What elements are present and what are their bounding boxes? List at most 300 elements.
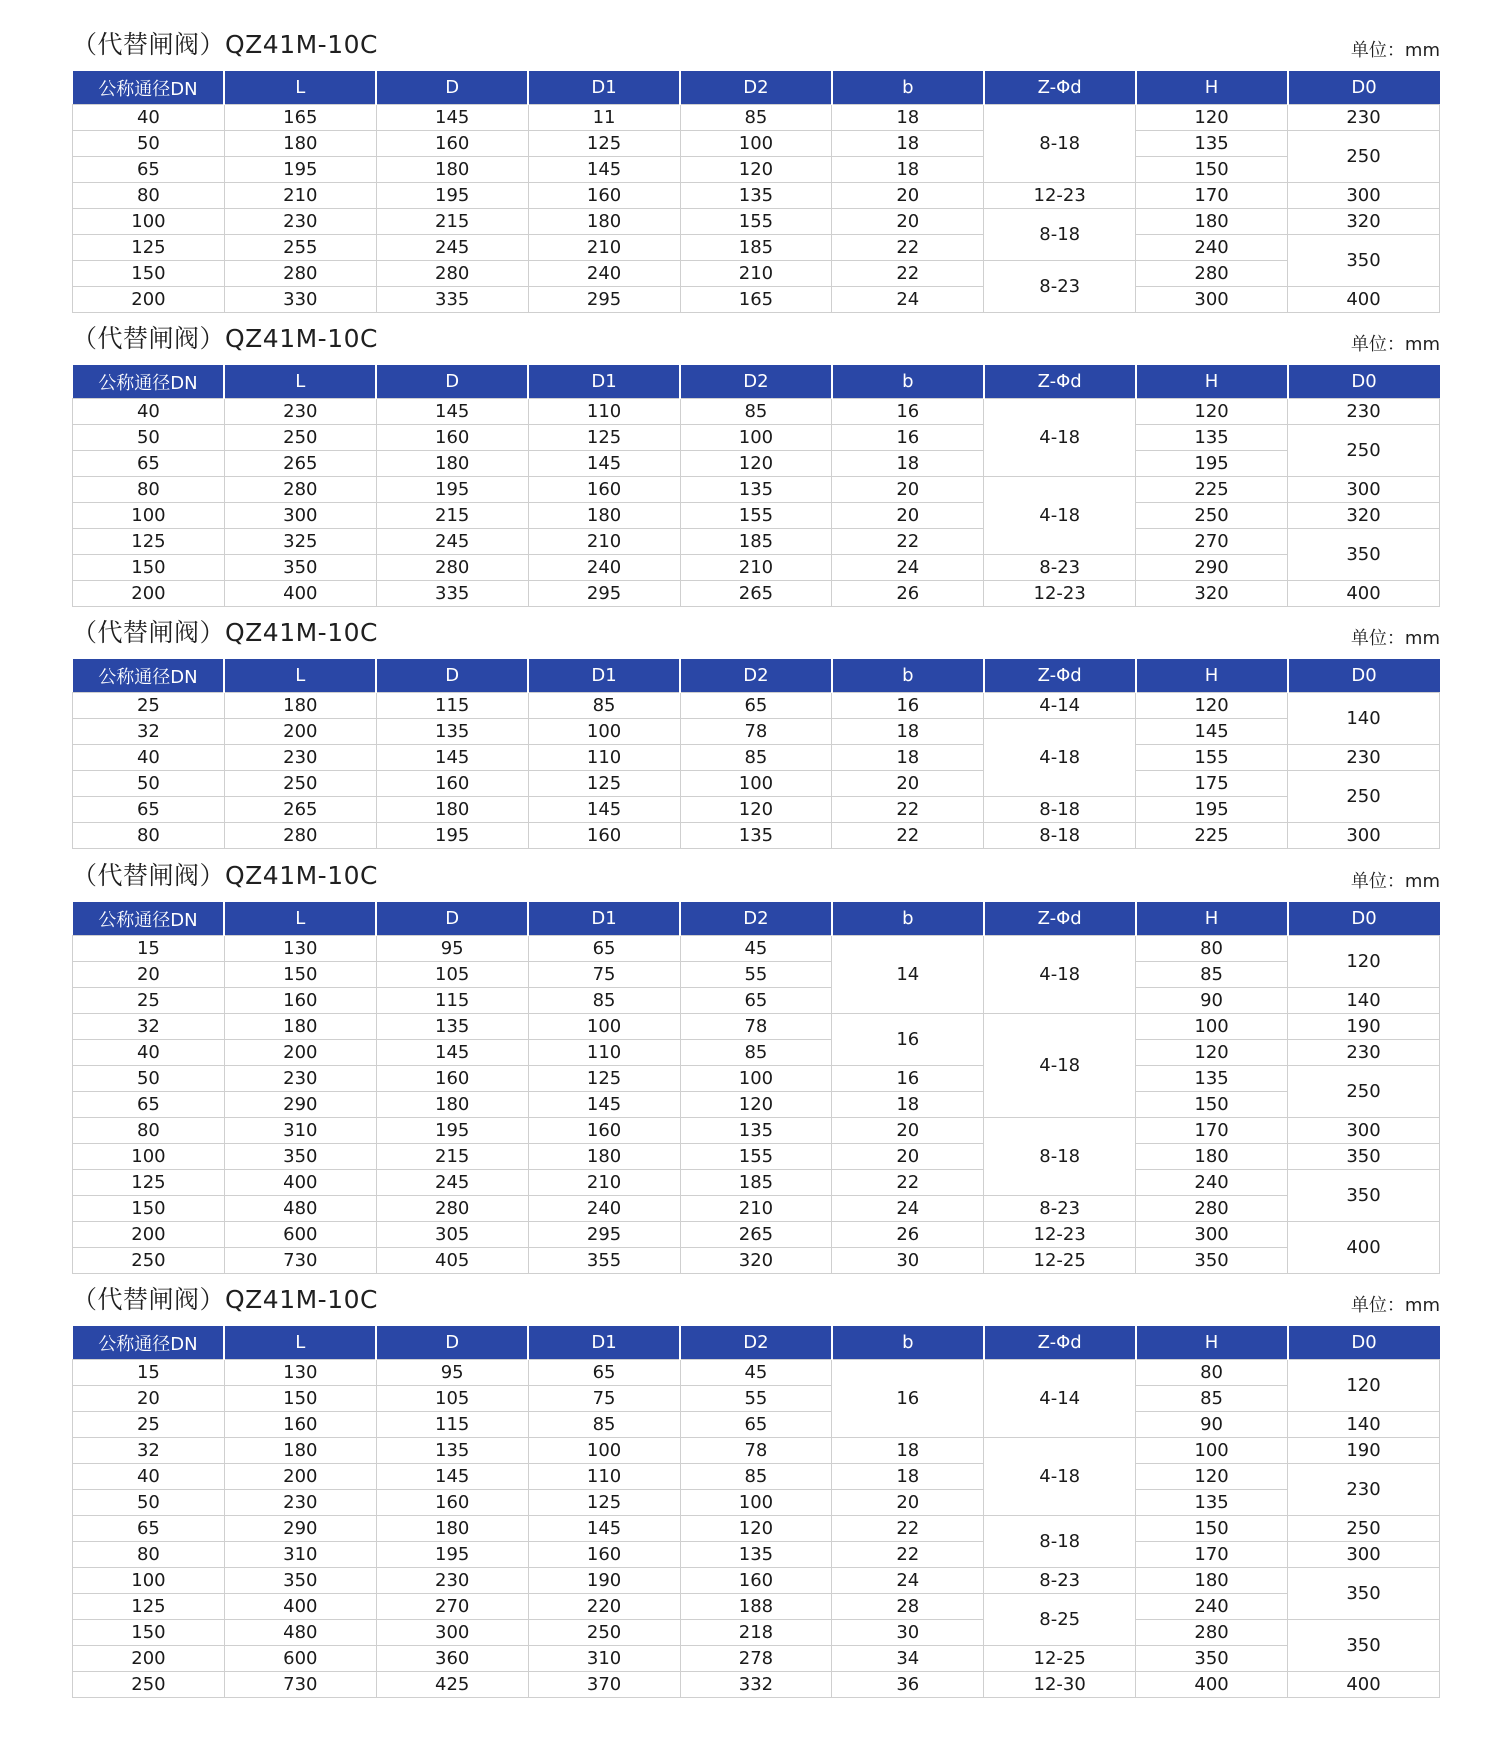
table-cell: 180 <box>528 1144 680 1170</box>
column-header: 公称通径DN <box>73 902 225 936</box>
table-cell: 250 <box>528 1620 680 1646</box>
column-header: D <box>376 1326 528 1360</box>
table-cell: 115 <box>376 693 528 719</box>
table-row <box>73 1620 1440 1646</box>
table-cell: 4-14 <box>984 693 1136 719</box>
table-cell: 320 <box>680 1248 832 1274</box>
column-header: b <box>832 365 984 399</box>
table-cell: 40 <box>73 105 225 131</box>
column-header: D0 <box>1288 902 1440 936</box>
table-cell: 85 <box>528 1412 680 1438</box>
table-cell: 240 <box>1136 1594 1288 1620</box>
table-cell: 155 <box>1136 745 1288 771</box>
table-cell: 50 <box>73 771 225 797</box>
table-cell: 240 <box>1136 1170 1288 1196</box>
table-row <box>73 1196 1440 1222</box>
table-cell: 200 <box>73 1222 225 1248</box>
table-cell: 270 <box>376 1594 528 1620</box>
table-cell: 24 <box>832 1196 984 1222</box>
table-row <box>73 1516 1440 1542</box>
table-cell: 85 <box>1136 1386 1288 1412</box>
table-cell: 405 <box>376 1248 528 1274</box>
table-cell: 4-18 <box>984 936 1136 1014</box>
column-header: b <box>832 902 984 936</box>
table-cell: 20 <box>832 1144 984 1170</box>
table-cell: 140 <box>1288 988 1440 1014</box>
section-header <box>72 28 1440 66</box>
table-cell: 12-23 <box>984 1222 1136 1248</box>
table-cell: 20 <box>832 503 984 529</box>
table-cell: 250 <box>1136 503 1288 529</box>
table-cell: 300 <box>1288 1118 1440 1144</box>
table-cell: 125 <box>528 131 680 157</box>
table-cell: 125 <box>528 1066 680 1092</box>
table-cell: 335 <box>376 581 528 607</box>
table-cell: 16 <box>832 693 984 719</box>
table-cell: 22 <box>832 261 984 287</box>
table-cell: 300 <box>1288 183 1440 209</box>
table-cell: 40 <box>73 745 225 771</box>
table-cell: 400 <box>1136 1672 1288 1698</box>
table-cell: 160 <box>224 988 376 1014</box>
table-cell: 55 <box>680 962 832 988</box>
table-cell: 140 <box>1288 1412 1440 1438</box>
table-cell: 188 <box>680 1594 832 1620</box>
table-cell: 100 <box>73 1144 225 1170</box>
table-row <box>73 988 1440 1014</box>
table-cell: 165 <box>680 287 832 313</box>
table-cell: 16 <box>832 399 984 425</box>
table-cell: 100 <box>73 1568 225 1594</box>
table-cell: 125 <box>73 1170 225 1196</box>
column-header: H <box>1136 902 1288 936</box>
table-cell: 265 <box>680 581 832 607</box>
section-title: （代替闸阀）QZ41M-10C <box>72 1285 378 1314</box>
table-cell: 30 <box>832 1248 984 1274</box>
table-cell: 65 <box>73 157 225 183</box>
table-cell: 120 <box>680 1092 832 1118</box>
table-cell: 180 <box>376 1092 528 1118</box>
table-cell: 180 <box>224 693 376 719</box>
table-cell: 195 <box>224 157 376 183</box>
table-cell: 200 <box>224 1464 376 1490</box>
column-header: H <box>1136 71 1288 105</box>
table-cell: 280 <box>224 261 376 287</box>
table-cell: 180 <box>1136 1568 1288 1594</box>
table-cell: 332 <box>680 1672 832 1698</box>
table-cell: 335 <box>376 287 528 313</box>
table-cell: 160 <box>376 1490 528 1516</box>
table-cell: 85 <box>1136 962 1288 988</box>
column-header: D1 <box>528 1326 680 1360</box>
table-cell: 245 <box>376 529 528 555</box>
table-cell: 135 <box>1136 425 1288 451</box>
table-cell: 90 <box>1136 988 1288 1014</box>
table-cell: 155 <box>680 503 832 529</box>
table-cell: 200 <box>73 581 225 607</box>
table-cell: 280 <box>1136 1196 1288 1222</box>
table-cell: 18 <box>832 131 984 157</box>
table-cell: 135 <box>1136 1490 1288 1516</box>
spec-section-5 <box>72 1283 1440 1695</box>
table-cell: 125 <box>73 1594 225 1620</box>
table-cell: 50 <box>73 425 225 451</box>
table-cell: 15 <box>73 1360 225 1386</box>
table-cell: 160 <box>376 131 528 157</box>
table-cell: 150 <box>224 962 376 988</box>
table-cell: 180 <box>376 157 528 183</box>
table-cell: 280 <box>224 823 376 849</box>
table-cell: 4-18 <box>984 477 1136 555</box>
table-cell: 20 <box>832 1118 984 1144</box>
column-header: H <box>1136 659 1288 693</box>
column-header: D1 <box>528 71 680 105</box>
table-row <box>73 131 1440 157</box>
table-cell: 24 <box>832 287 984 313</box>
table-cell: 135 <box>376 719 528 745</box>
table-cell: 4-14 <box>984 1360 1136 1438</box>
table-cell: 250 <box>1288 1516 1440 1542</box>
table-cell: 100 <box>1136 1014 1288 1040</box>
table-cell: 8-18 <box>984 1118 1136 1196</box>
table-cell: 40 <box>73 1040 225 1066</box>
table-cell: 250 <box>224 425 376 451</box>
table-cell: 155 <box>680 209 832 235</box>
table-cell: 110 <box>528 1464 680 1490</box>
table-cell: 250 <box>73 1672 225 1698</box>
table-cell: 245 <box>376 235 528 261</box>
column-header: D0 <box>1288 71 1440 105</box>
table-cell: 12-25 <box>984 1248 1136 1274</box>
spec-section-2 <box>72 322 1440 604</box>
table-cell: 150 <box>73 1620 225 1646</box>
table-cell: 290 <box>224 1092 376 1118</box>
spec-section-4 <box>72 859 1440 1271</box>
table-cell: 230 <box>1288 745 1440 771</box>
table-row <box>73 1490 1440 1516</box>
column-header: Z-Φd <box>984 902 1136 936</box>
section-title: （代替闸阀）QZ41M-10C <box>72 861 378 890</box>
table-cell: 165 <box>224 105 376 131</box>
table-cell: 350 <box>1288 1568 1440 1620</box>
section-header <box>72 322 1440 360</box>
table-row <box>73 1092 1440 1118</box>
column-header: Z-Φd <box>984 365 1136 399</box>
table-cell: 80 <box>1136 936 1288 962</box>
table-cell: 11 <box>528 105 680 131</box>
table-cell: 120 <box>680 1516 832 1542</box>
table-cell: 400 <box>224 1170 376 1196</box>
table-cell: 325 <box>224 529 376 555</box>
table-cell: 85 <box>680 399 832 425</box>
table-cell: 30 <box>832 1620 984 1646</box>
table-cell: 120 <box>1136 1464 1288 1490</box>
table-cell: 150 <box>1136 1092 1288 1118</box>
table-cell: 300 <box>1136 287 1288 313</box>
table-cell: 195 <box>376 823 528 849</box>
table-cell: 195 <box>376 1542 528 1568</box>
table-cell: 115 <box>376 988 528 1014</box>
table-cell: 210 <box>680 261 832 287</box>
table-cell: 85 <box>680 1464 832 1490</box>
table-cell: 195 <box>376 1118 528 1144</box>
column-header: D <box>376 365 528 399</box>
table-cell: 250 <box>224 771 376 797</box>
table-cell: 425 <box>376 1672 528 1698</box>
table-cell: 18 <box>832 745 984 771</box>
table-cell: 480 <box>224 1196 376 1222</box>
table-cell: 280 <box>224 477 376 503</box>
table-cell: 145 <box>528 157 680 183</box>
table-cell: 24 <box>832 1568 984 1594</box>
table-cell: 160 <box>528 1542 680 1568</box>
column-header: D2 <box>680 71 832 105</box>
column-header: D2 <box>680 902 832 936</box>
table-cell: 350 <box>224 1144 376 1170</box>
table-row <box>73 1542 1440 1568</box>
table-cell: 8-18 <box>984 105 1136 183</box>
table-cell: 155 <box>680 1144 832 1170</box>
table-cell: 100 <box>528 1438 680 1464</box>
section-header <box>72 1283 1440 1321</box>
table-cell: 18 <box>832 105 984 131</box>
table-cell: 125 <box>73 529 225 555</box>
table-cell: 230 <box>224 209 376 235</box>
table-cell: 120 <box>1136 105 1288 131</box>
column-header: 公称通径DN <box>73 659 225 693</box>
column-header: Z-Φd <box>984 659 1136 693</box>
table-cell: 160 <box>376 425 528 451</box>
table-cell: 125 <box>73 235 225 261</box>
table-row <box>73 823 1440 849</box>
table-cell: 50 <box>73 1490 225 1516</box>
table-cell: 350 <box>1288 1620 1440 1672</box>
header-row <box>73 902 1440 936</box>
table-row <box>73 1248 1440 1274</box>
table-cell: 135 <box>680 1542 832 1568</box>
table-cell: 80 <box>73 477 225 503</box>
table-cell: 295 <box>528 581 680 607</box>
table-cell: 135 <box>376 1014 528 1040</box>
table-cell: 160 <box>680 1568 832 1594</box>
table-cell: 600 <box>224 1222 376 1248</box>
table-cell: 210 <box>680 555 832 581</box>
table-cell: 8-23 <box>984 261 1136 313</box>
spec-table <box>72 71 1440 313</box>
table-cell: 300 <box>1136 1222 1288 1248</box>
header-row <box>73 659 1440 693</box>
table-cell: 280 <box>376 1196 528 1222</box>
table-row <box>73 719 1440 745</box>
table-cell: 300 <box>1288 477 1440 503</box>
table-cell: 240 <box>528 261 680 287</box>
table-cell: 400 <box>224 1594 376 1620</box>
table-cell: 180 <box>376 797 528 823</box>
table-cell: 15 <box>73 936 225 962</box>
table-cell: 210 <box>528 529 680 555</box>
table-row <box>73 1412 1440 1438</box>
table-cell: 16 <box>832 1014 984 1066</box>
column-header: Z-Φd <box>984 71 1136 105</box>
table-row <box>73 962 1440 988</box>
table-cell: 18 <box>832 1438 984 1464</box>
table-cell: 265 <box>224 797 376 823</box>
table-cell: 50 <box>73 1066 225 1092</box>
table-cell: 145 <box>376 399 528 425</box>
table-cell: 190 <box>1288 1438 1440 1464</box>
table-row <box>73 1014 1440 1040</box>
table-row <box>73 425 1440 451</box>
table-cell: 145 <box>376 1040 528 1066</box>
table-cell: 8-25 <box>984 1594 1136 1646</box>
table-cell: 22 <box>832 235 984 261</box>
table-cell: 25 <box>73 988 225 1014</box>
table-cell: 25 <box>73 1412 225 1438</box>
table-cell: 180 <box>376 451 528 477</box>
table-cell: 230 <box>224 745 376 771</box>
table-cell: 18 <box>832 719 984 745</box>
table-cell: 120 <box>1288 1360 1440 1412</box>
table-cell: 295 <box>528 1222 680 1248</box>
table-row <box>73 157 1440 183</box>
spec-table <box>72 365 1440 607</box>
table-cell: 225 <box>1136 477 1288 503</box>
table-cell: 80 <box>73 823 225 849</box>
table-cell: 280 <box>1136 261 1288 287</box>
unit-label: 单位：mm <box>1350 334 1440 355</box>
table-cell: 400 <box>1288 1222 1440 1274</box>
table-row <box>73 1438 1440 1464</box>
table-cell: 245 <box>376 1170 528 1196</box>
table-row <box>73 183 1440 209</box>
table-cell: 50 <box>73 131 225 157</box>
table-cell: 80 <box>73 183 225 209</box>
section-title: （代替闸阀）QZ41M-10C <box>72 324 378 353</box>
table-cell: 8-23 <box>984 1196 1136 1222</box>
table-cell: 100 <box>680 1066 832 1092</box>
table-cell: 135 <box>1136 1066 1288 1092</box>
table-cell: 120 <box>1288 936 1440 988</box>
table-cell: 730 <box>224 1248 376 1274</box>
table-cell: 150 <box>1136 1516 1288 1542</box>
table-cell: 210 <box>680 1196 832 1222</box>
table-cell: 160 <box>528 477 680 503</box>
table-cell: 180 <box>528 503 680 529</box>
column-header: D <box>376 659 528 693</box>
column-header: 公称通径DN <box>73 71 225 105</box>
table-cell: 135 <box>376 1438 528 1464</box>
table-cell: 55 <box>680 1386 832 1412</box>
table-cell: 230 <box>224 1490 376 1516</box>
table-cell: 22 <box>832 529 984 555</box>
table-cell: 20 <box>832 209 984 235</box>
column-header: 公称通径DN <box>73 1326 225 1360</box>
table-cell: 145 <box>528 1092 680 1118</box>
table-cell: 8-23 <box>984 555 1136 581</box>
table-row <box>73 1170 1440 1196</box>
table-cell: 135 <box>680 823 832 849</box>
table-cell: 90 <box>1136 1412 1288 1438</box>
table-cell: 95 <box>376 936 528 962</box>
table-cell: 40 <box>73 1464 225 1490</box>
column-header: D2 <box>680 659 832 693</box>
table-cell: 14 <box>832 936 984 1014</box>
table-cell: 130 <box>224 936 376 962</box>
table-cell: 200 <box>73 287 225 313</box>
table-cell: 175 <box>1136 771 1288 797</box>
table-cell: 230 <box>224 399 376 425</box>
table-row <box>73 693 1440 719</box>
table-cell: 16 <box>832 1360 984 1438</box>
table-cell: 135 <box>680 477 832 503</box>
table-cell: 65 <box>680 988 832 1014</box>
table-cell: 100 <box>528 1014 680 1040</box>
table-cell: 350 <box>1288 529 1440 581</box>
table-cell: 36 <box>832 1672 984 1698</box>
table-cell: 185 <box>680 1170 832 1196</box>
table-cell: 350 <box>1288 1144 1440 1170</box>
table-cell: 300 <box>224 503 376 529</box>
table-cell: 4-18 <box>984 719 1136 797</box>
table-cell: 320 <box>1136 581 1288 607</box>
table-cell: 100 <box>73 503 225 529</box>
table-cell: 78 <box>680 1014 832 1040</box>
table-cell: 85 <box>680 105 832 131</box>
column-header: b <box>832 659 984 693</box>
unit-label: 单位：mm <box>1350 40 1440 61</box>
table-cell: 95 <box>376 1360 528 1386</box>
table-cell: 160 <box>528 183 680 209</box>
table-cell: 218 <box>680 1620 832 1646</box>
table-cell: 320 <box>1288 209 1440 235</box>
table-cell: 180 <box>224 1438 376 1464</box>
table-cell: 65 <box>680 1412 832 1438</box>
spec-section-3 <box>72 616 1440 846</box>
table-cell: 32 <box>73 1438 225 1464</box>
table-cell: 185 <box>680 529 832 555</box>
column-header: b <box>832 1326 984 1360</box>
table-cell: 22 <box>832 1542 984 1568</box>
table-row <box>73 287 1440 313</box>
table-cell: 350 <box>224 1568 376 1594</box>
table-row <box>73 1594 1440 1620</box>
table-cell: 185 <box>680 235 832 261</box>
table-cell: 100 <box>528 719 680 745</box>
table-cell: 210 <box>528 235 680 261</box>
table-row <box>73 1118 1440 1144</box>
table-cell: 210 <box>224 183 376 209</box>
table-cell: 290 <box>1136 555 1288 581</box>
table-cell: 150 <box>224 1386 376 1412</box>
column-header: D1 <box>528 902 680 936</box>
table-cell: 80 <box>73 1118 225 1144</box>
table-cell: 310 <box>224 1118 376 1144</box>
table-cell: 8-18 <box>984 797 1136 823</box>
table-row <box>73 936 1440 962</box>
table-cell: 480 <box>224 1620 376 1646</box>
table-cell: 125 <box>528 425 680 451</box>
table-cell: 215 <box>376 209 528 235</box>
table-cell: 145 <box>376 105 528 131</box>
table-cell: 85 <box>680 1040 832 1066</box>
table-cell: 8-18 <box>984 823 1136 849</box>
table-cell: 180 <box>376 1516 528 1542</box>
table-cell: 145 <box>1136 719 1288 745</box>
table-row <box>73 1222 1440 1248</box>
table-cell: 270 <box>1136 529 1288 555</box>
table-cell: 230 <box>1288 105 1440 131</box>
table-cell: 12-23 <box>984 581 1136 607</box>
